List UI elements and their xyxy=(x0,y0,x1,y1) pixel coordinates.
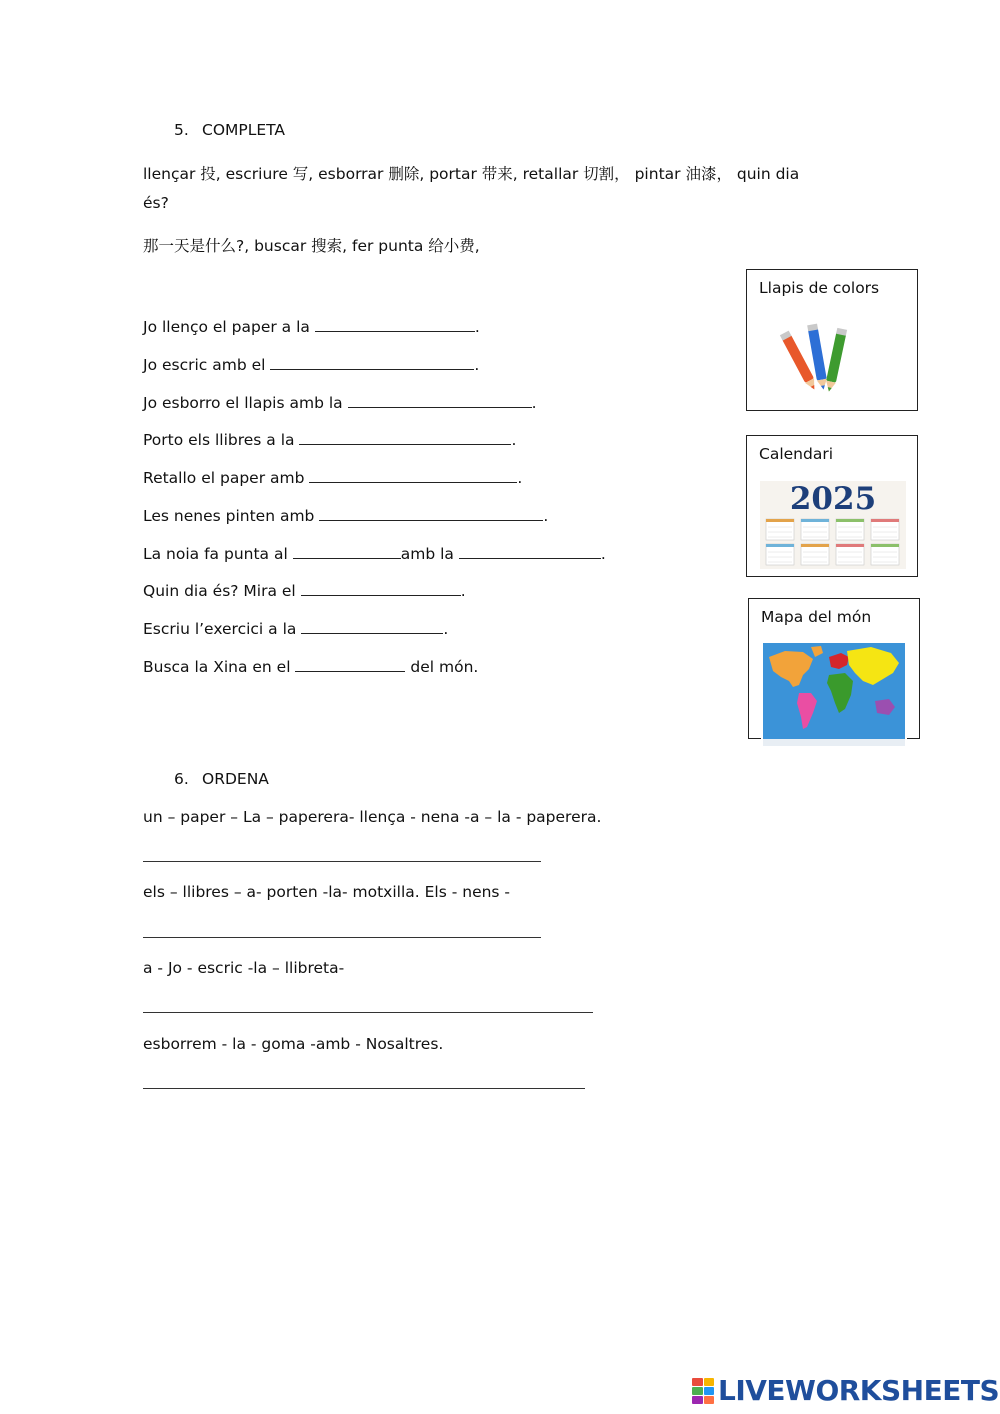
answer-blank[interactable] xyxy=(295,657,405,672)
section-number: 5. xyxy=(174,121,189,139)
logo-grid-icon xyxy=(692,1378,714,1404)
calendar-year: 2025 xyxy=(789,481,877,517)
sentence-end: . xyxy=(474,318,480,336)
answer-blank[interactable] xyxy=(293,544,401,559)
order-item-4: esborrem - la - goma -amb - Nosaltres. xyxy=(143,1035,444,1053)
calendar-2025-icon xyxy=(760,481,906,569)
sentence-text: Porto els llibres a la xyxy=(143,431,295,449)
sentence-2 xyxy=(143,355,479,374)
sentence-7 xyxy=(143,544,606,563)
sentence-text: La noia fa punta al xyxy=(143,545,288,563)
sentence-1 xyxy=(143,317,480,336)
section-title: COMPLETA xyxy=(202,121,286,139)
vocab-line-2: és? xyxy=(143,194,169,212)
sentence-3 xyxy=(143,393,537,412)
card-border-stub xyxy=(907,738,919,739)
card-title: Calendari xyxy=(759,445,834,463)
sentence-5 xyxy=(143,468,522,487)
card-border-stub xyxy=(749,738,761,739)
answer-line[interactable] xyxy=(143,1088,585,1089)
sentence-end: . xyxy=(600,545,606,563)
answer-blank[interactable] xyxy=(299,430,511,445)
card-colored-pencils xyxy=(746,269,918,411)
sentence-end: . xyxy=(543,507,549,525)
answer-line[interactable] xyxy=(143,1012,593,1013)
sentence-end: del món. xyxy=(405,658,479,676)
order-item-1: un – paper – La – paperera- llença - nena -a – la - paperera. xyxy=(143,808,602,826)
section-title: ORDENA xyxy=(202,770,269,788)
order-item-2: els – llibres – a- porten -la- motxilla. Els - nens - xyxy=(143,883,511,901)
card-calendar xyxy=(746,435,918,577)
sentence-9 xyxy=(143,619,448,638)
answer-blank[interactable] xyxy=(348,393,532,408)
calendar-months-icon xyxy=(764,517,902,567)
vocab-line-1: llençar 投, escriure 写, esborrar 删除, portar 带来, retallar 切割， pintar 油漆， quin dia xyxy=(143,165,800,183)
answer-blank[interactable] xyxy=(270,355,474,370)
sentence-text: Quin dia és? Mira el xyxy=(143,582,296,600)
answer-line[interactable] xyxy=(143,861,541,862)
sentence-text: Retallo el paper amb xyxy=(143,469,305,487)
sentence-text: Jo escric amb el xyxy=(143,356,266,374)
answer-blank[interactable] xyxy=(309,468,517,483)
section-5-heading xyxy=(174,121,285,139)
card-title: Llapis de colors xyxy=(759,279,880,297)
sentence-text: Busca la Xina en el xyxy=(143,658,291,676)
vocab-line-3: 那一天是什么?, buscar 搜索, fer punta 给小费, xyxy=(143,237,480,255)
sentence-4 xyxy=(143,430,516,449)
sentence-text: amb la xyxy=(400,545,454,563)
sentence-end: . xyxy=(460,582,466,600)
answer-blank[interactable] xyxy=(319,506,543,521)
order-item-3: a - Jo - escric -la – llibreta- xyxy=(143,959,345,977)
section-number: 6. xyxy=(174,770,189,788)
sentence-6 xyxy=(143,506,548,525)
sentence-text: Jo esborro el llapis amb la xyxy=(143,394,343,412)
answer-blank[interactable] xyxy=(459,544,601,559)
sentence-text: Les nenes pinten amb xyxy=(143,507,315,525)
liveworksheets-logo xyxy=(692,1374,999,1407)
sentence-end: . xyxy=(531,394,537,412)
sentence-text: Escriu l’exercici a la xyxy=(143,620,297,638)
answer-line[interactable] xyxy=(143,937,541,938)
sentence-end: . xyxy=(517,469,523,487)
sentence-end: . xyxy=(443,620,449,638)
sentence-10 xyxy=(143,657,478,676)
answer-blank[interactable] xyxy=(315,317,475,332)
sentence-end: . xyxy=(474,356,480,374)
card-title: Mapa del món xyxy=(761,608,872,626)
world-map-icon xyxy=(763,643,905,746)
sentence-8 xyxy=(143,581,466,600)
answer-blank[interactable] xyxy=(301,619,443,634)
sentence-text: Jo llenço el paper a la xyxy=(143,318,310,336)
logo-text: LIVEWORKSHEETS xyxy=(718,1374,1000,1407)
section-6-heading xyxy=(174,770,269,788)
answer-blank[interactable] xyxy=(301,581,461,596)
sentence-end: . xyxy=(511,431,517,449)
colored-pencils-icon xyxy=(773,318,863,398)
card-world-map xyxy=(748,598,920,739)
